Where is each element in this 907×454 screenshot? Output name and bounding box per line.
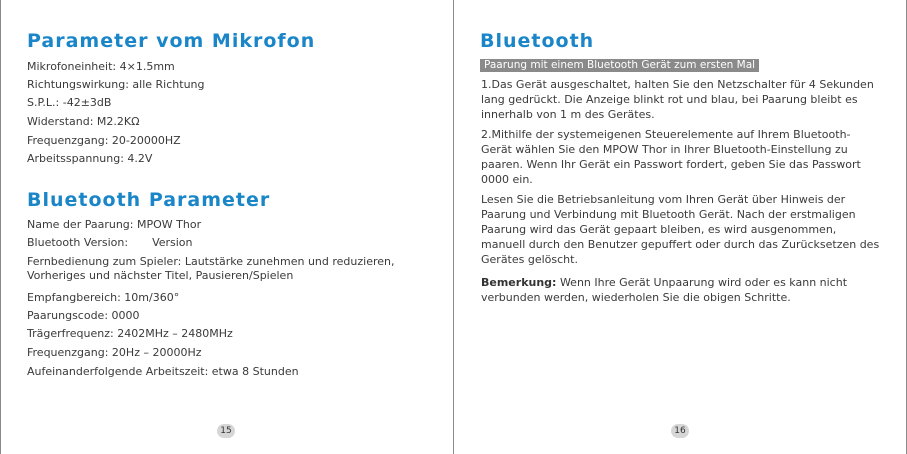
pairing-step-1: 1.Das Gerät ausgeschaltet, halten Sie den Netzschalter für 4 Sekunden lang gedrückt. Die Anzeige blinkt rot und blau, bei Paarung bleibt es innerhalb von 1 m des Gerätes.	[481, 78, 874, 121]
mic-spec-line: Arbeitsspannung: 4.2V	[27, 152, 153, 165]
mic-parameters-heading: Parameter vom Mikrofon	[27, 30, 316, 52]
page-15	[0, 0, 453, 454]
bluetooth-parameters-heading: Bluetooth Parameter	[27, 189, 271, 211]
remark-paragraph	[481, 275, 881, 305]
remark-text: Wenn Ihre Gerät Unpaarung wird oder es kann nicht verbunden werden, wiederholen Sie die obigen Schritte.	[481, 276, 848, 304]
page-number: 15	[217, 424, 235, 438]
first-pairing-subheading: Paarung mit einem Bluetooth Gerät zum ersten Mal	[480, 59, 759, 72]
remote-control-line-1: Fernbedienung zum Spieler: Lautstärke zunehmen und reduzieren,	[27, 255, 395, 268]
bluetooth-version-line	[27, 235, 193, 250]
page-number: 16	[671, 424, 689, 438]
mic-spec-line: Frequenzgang: 20-20000HZ	[27, 134, 181, 147]
bluetooth-heading: Bluetooth	[480, 30, 595, 52]
remark-label: Bemerkung:	[481, 276, 557, 289]
mic-spec-line: S.P.L.: -42±3dB	[27, 96, 112, 109]
pairing-info-paragraph: Lesen Sie die Betriebsanleitung vom Ihren Gerät über Hinweis der Paarung und Verbindung mit Bluetooth Gerät. Nach der erstmaligen Paarung wird das Gerät gepaart bleiben, es wird ausgenommen, manuell durch den Benutzer gepuffert oder durch das Zurücksetzen des Gerätes gelöscht.	[481, 193, 880, 266]
mic-spec-line: Richtungswirkung: alle Richtung	[27, 78, 205, 91]
bt-spec-line: Trägerfrequenz: 2402MHz – 2480MHz	[27, 327, 233, 340]
bt-spec-line: Aufeinanderfolgende Arbeitszeit: etwa 8 Stunden	[27, 365, 299, 378]
bluetooth-version-label: Bluetooth Version:	[27, 236, 129, 249]
bt-spec-line: Paarungscode: 0000	[27, 309, 140, 322]
remote-control-line-2: Vorheriges und nächster Titel, Pausieren/Spielen	[27, 269, 294, 282]
page-16	[454, 0, 907, 454]
pairing-name-line: Name der Paarung: MPOW Thor	[27, 218, 202, 231]
mic-spec-line: Mikrofoneinheit: 4×1.5mm	[27, 60, 175, 73]
bt-spec-line: Frequenzgang: 20Hz – 20000Hz	[27, 346, 202, 359]
mic-spec-line: Widerstand: M2.2KΩ	[27, 115, 140, 128]
pairing-step-2: 2.Mithilfe der systemeigenen Steuerelemente auf Ihrem Bluetooth-Gerät wählen Sie den MPOW Thor in Ihrer Bluetooth-Einstellung zu paaren. Wenn Ihr Gerät ein Passwort fordert, geben Sie das Passwort 0000 ein.	[481, 128, 861, 186]
bt-spec-line: Empfangbereich: 10m/360°	[27, 291, 180, 304]
bluetooth-version-value: Version	[152, 236, 193, 249]
